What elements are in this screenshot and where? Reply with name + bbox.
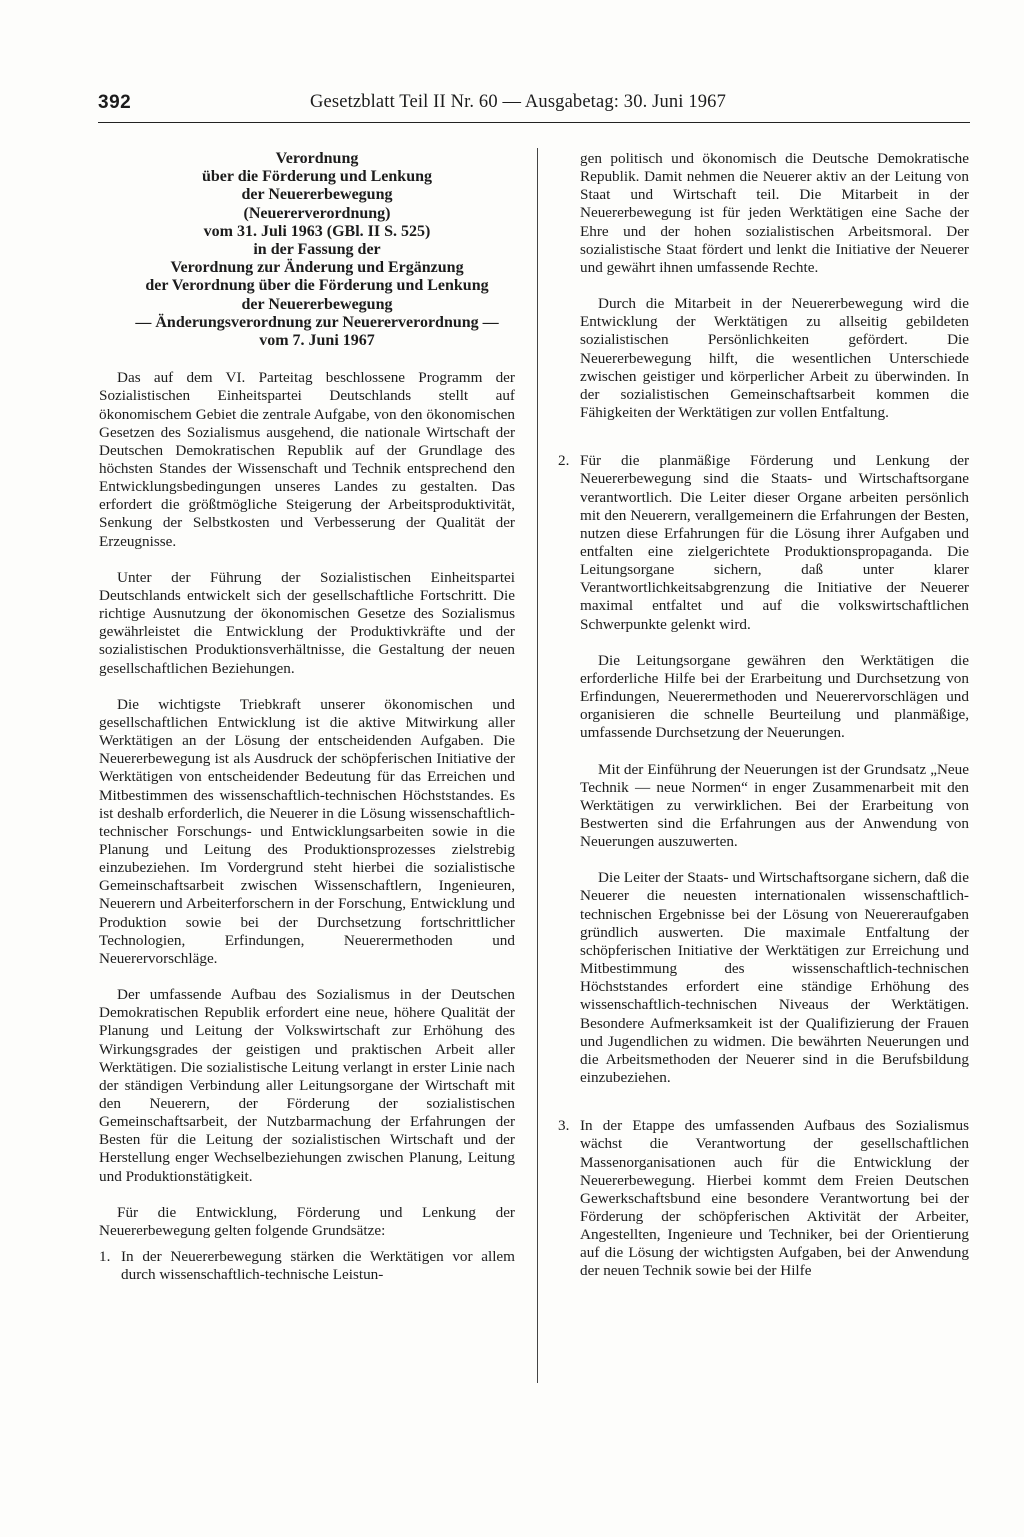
list-item-1-continued (558, 150, 969, 422)
list-item-text: In der Etappe des umfassenden Aufbaus des Sozialismus wächst die Verantwortung der gesellschaftlichen Massenorganisationen auch für die Entwicklung der Neuererbewegung. Hierbei kommt dem Freien Deutschen Gewerkschaftsbund eine besondere Verantwortung bei der Förderung der schöpferischen Aktivität der Arbeiter, Angestellten, Ingenieure und Techniker, bei der Orientierung auf die Lösung der wichtigsten Aufgaben, bei der Anwendung der neuen Technik sowie bei der Hilfe (580, 1117, 969, 1280)
list-number: 2. (558, 452, 570, 470)
page-number: 392 (98, 92, 132, 113)
list-item-paragraph: Die Leitungsorgane gewähren den Werktätigen die erforderliche Hilfe bei der Erarbeitung und Durchsetzung von Erfindungen, Neuerermethoden und Neuerervorschlägen und organisieren die schnelle Beurteilung und planmäßige, umfassende Durchsetzung der Neuerungen. (580, 651, 969, 742)
title-line: (Neuererverordnung) (243, 204, 391, 222)
right-column (558, 150, 969, 1281)
list-item-2 (558, 452, 969, 634)
title-line: in der Fassung der (253, 241, 381, 259)
list-item-2-continued (558, 652, 969, 1087)
list-item-1 (99, 1248, 515, 1284)
title-line: vom 31. Juli 1963 (GBl. II S. 525) (203, 222, 431, 240)
preamble-paragraph: Unter der Führung der Sozialistischen Einheitspartei Deutschlands entwickelt sich der gesellschaftliche Fortschritt. Die richtige Ausnutzung der ökonomischen Gesetze des Sozialismus gewährleistet die Entwicklung der Produktivkräfte und der sozialistischen Produktionsverhältnisse, die Gestaltung der neuen gesellschaftlichen Beziehungen. (99, 568, 515, 677)
list-number: 3. (558, 1117, 570, 1135)
title-line: Verordnung zur Änderung und Ergänzung (170, 259, 464, 277)
title-line: vom 7. Juni 1967 (259, 332, 375, 350)
title-line: — Änderungsverordnung zur Neuererverordnung — (135, 313, 499, 331)
preamble-paragraph: Für die Entwicklung, Förderung und Lenkung der Neuererbewegung gelten folgende Grundsätze: (99, 1203, 515, 1239)
list-item-paragraph: Mit der Einführung der Neuerungen ist der Grundsatz „Neue Technik — neue Normen“ in enger Zusammenarbeit mit den Werktätigen zu verwirklichen. Bei der Erarbeitung von Bestwerten sind die Erfahrungen aus der Anwendung von Neuerungen auszuwerten. (580, 760, 969, 851)
title-line: Verordnung (275, 150, 359, 167)
list-number: 1. (99, 1248, 111, 1266)
list-item-text: In der Neuererbewegung stärken die Werktätigen vor allem durch wissenschaftlich-technische Leistun- (121, 1248, 515, 1284)
title-line: der Neuererbewegung (241, 295, 393, 313)
list-item-3 (558, 1117, 969, 1280)
running-head: Gesetzblatt Teil II Nr. 60 — Ausgabetag: 30. Juni 1967 (310, 92, 726, 112)
title-line: über die Förderung und Lenkung (202, 168, 432, 186)
preamble-paragraph: Die wichtigste Triebkraft unserer ökonomischen und gesellschaftlichen Entwicklung ist die aktive Mitwirkung aller Werktätigen an der Lösung der entscheidenden Aufgaben. Die Neuererbewegung ist als Ausdruck der schöpferischen Initiative der Werktätigen von entscheidender Bedeutung für das Erreichen und Mitbestimmen des wissenschaftlich-technischen Höchststandes. Es ist deshalb erforderlich, die Neuerer in die Lösung wissenschaftlich-technischer Forschungs- und Entwicklungsarbeiten sowie in die Planung und Leitung des Produktionsprozesses zielstrebig einzubeziehen. Im Vordergrund steht hierbei die sozialistische Gemeinschaftsarbeit zwischen Wissenschaftlern, Ingenieuren, Neuerern und Arbeiterforschern in der Forschung, Entwicklung und Produktion sowie bei der Durchsetzung fortschrittlicher Technologien, Erfindungen, Neuerermethoden und Neuerervorschläge. (99, 695, 515, 967)
preamble-paragraph: Das auf dem VI. Parteitag beschlossene Programm der Sozialistischen Einheitspartei Deutschlands stellt auf ökonomischem Gebiet die zentrale Aufgabe, von den ökonomischen Gesetzen des Sozialismus ausgehend, die nationale Wirtschaft der Deutschen Demokratischen Republik auf der Grundlage des höchsten Standes der Wissenschaft und Technik entsprechend den Entwicklungsbedingungen unseres Landes zu gestalten. Das erfordert die größtmögliche Steigerung der Arbeitsproduktivität, Senkung der Selbstkosten und Verbesserung der Qualität der Erzeugnisse. (99, 369, 515, 550)
list-item-paragraph: Die Leiter der Staats- und Wirtschaftsorgane sichern, daß die Neuerer die neuesten internationalen wissenschaftlich-technischen Ergebnisse bei der Lösung von Neuereraufgaben gründlich auswerten. Die maximale Entfaltung der schöpferischen Initiative der Werktätigen zur Erreichung und Mitbestimmung des wissenschaftlich-technischen Höchststandes erfordert eine ständige Erhöhung des wissenschaftlich-technischen Niveaus der Werktätigen. Besondere Aufmerksamkeit ist der Qualifizierung der Frauen und Jugendlichen zu widmen. Die bewährten Neuerungen und die Arbeitsmethoden der Neuerer sind in die Berufsbildung einzubeziehen. (580, 869, 969, 1087)
list-item-text: gen politisch und ökonomisch die Deutsche Demokratische Republik. Damit nehmen die Neuerer aktiv an der Leitung von Staat und Wirtschaft teil. Die Mitarbeit in der Neuererbewegung ist für jeden Werktätigen eine Sache der Ehre und der hohen sozialistischen Arbeitsmoral. Der sozialistische Staat fördert und lenkt die Initiative der Neuerer und gewährt ihnen umfassende Rechte. (580, 150, 969, 276)
title-line: der Neuererbewegung (241, 186, 393, 204)
document-title (119, 150, 515, 350)
column-divider (537, 148, 538, 1383)
preamble-paragraph: Der umfassende Aufbau des Sozialismus in der Deutschen Demokratischen Republik erfordert eine neue, höhere Qualität der Planung und Leitung der Volkswirtschaft zur Erhöhung des Wirkungsgrades der geistigen und praktischen Arbeit aller Werktätigen. Die sozialistische Leitung verlangt in erster Linie nach der ständigen Verbindung aller Leitungsorgane der Wirtschaft mit den Neuerern, der Förderung der sozialistischen Gemeinschaftsarbeit, der Nutzbarmachung der Erfahrungen der Besten für die Leitung der sozialistischen Wirtschaft und der Herstellung enger Wechselbeziehungen zwischen Planung, Leitung und Produktionstätigkeit. (99, 986, 515, 1185)
title-line: der Verordnung über die Förderung und Lenkung (145, 277, 489, 295)
list-item-paragraph: Durch die Mitarbeit in der Neuererbewegung wird die Entwicklung der Werktätigen zu allseitig gebildeten sozialistischen Persönlichkeiten gefördert. Die Neuererbewegung hilft, die wesentlichen Unterschiede zwischen geistiger und körperlicher Arbeit zu überwinden. In der sozialistischen Gemeinschaftsarbeit kommen die Fähigkeiten der Werktätigen zur vollen Entfaltung. (580, 295, 969, 422)
page-header (98, 88, 970, 123)
list-item-text: Für die planmäßige Förderung und Lenkung der Neuererbewegung sind die Staats- und Wirtschaftsorgane verantwortlich. Die Leiter dieser Organe arbeiten persönlich mit den Neuerern, verallgemeinern die Erfahrungen der Besten, nutzen diese Erfahrungen für die Lösung ihrer Aufgaben und entfalten eine zielgerichtete Produktionspropaganda. Die Leitungsorgane sichern, daß unter klarer Verantwortlichkeitsabgrenzung die Initiative der Neuerer maximal entfaltet und auf die volkswirtschaftlichen Schwerpunkte gelenkt wird. (580, 452, 969, 633)
left-column (99, 150, 515, 1284)
